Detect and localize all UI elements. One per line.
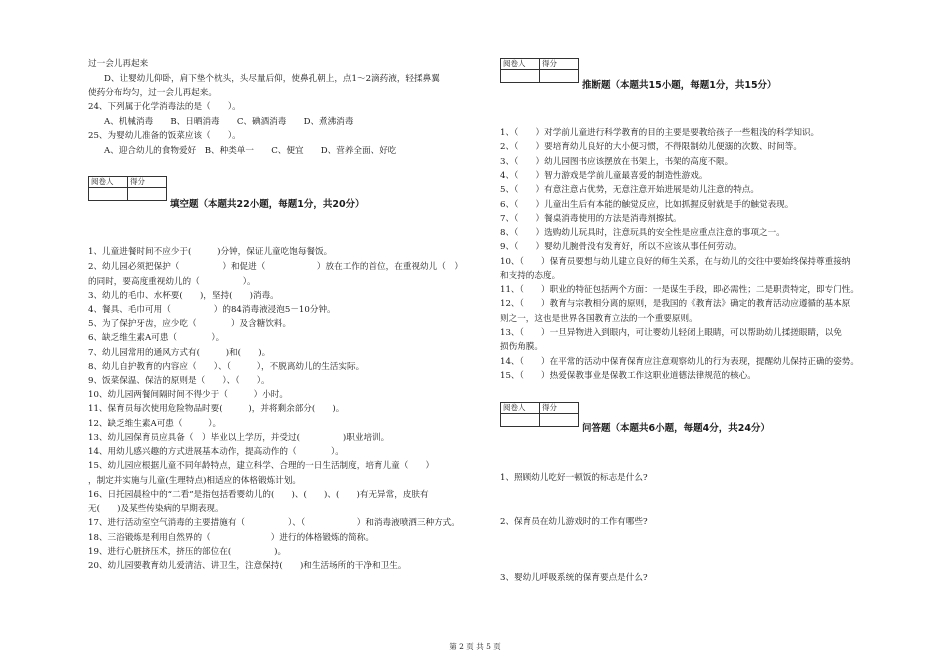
judge-line: 9、（ ）婴幼儿腕骨没有发育好，所以不应该从事任何劳动。: [500, 242, 742, 252]
fill-line: 12、缺乏维生素A可患（ ）。: [88, 419, 222, 429]
reviewer-cell[interactable]: [501, 414, 540, 427]
score-label: 得分: [128, 177, 167, 188]
qa-score-box: [500, 402, 579, 427]
judge-line: 14、（ ）在平常的活动中保育保育应注意观察幼儿的行为表现，提醒幼儿保持正确的姿势。: [500, 357, 859, 367]
judge-line: 则之一，这也是世界各国教育立法的一个重要原则。: [500, 314, 698, 324]
fill-line: 17、进行活动室空气消毒的主要措施有（ ）、（ ）和消毒液喷洒三种方式。: [88, 518, 460, 528]
score-cell[interactable]: [540, 70, 579, 83]
reviewer-label: 阅卷人: [501, 59, 540, 70]
judge-line: 12、（ ）教育与宗教相分离的原则，是我国的《教育法》确定的教育活动应遵循的基本原: [500, 299, 851, 309]
question-24-options: A、机械消毒 B、日晒消毒 C、碘酒消毒 D、煮沸消毒: [104, 117, 354, 127]
fill-line: 15、幼儿园应根据儿童不同年龄特点，建立科学、合理的一日生活制度，培育儿童（ ）: [88, 461, 435, 471]
fill-line: 13、幼儿园保育员应具备（ ）毕业以上学历，并受过( )职业培训。: [88, 433, 390, 443]
fill-line: 20、幼儿园要教育幼儿爱清洁、讲卫生，注意保持( )和生活场所的干净和卫生。: [88, 561, 407, 571]
fill-line: 7、幼儿园常用的通风方式有( )和( )。: [88, 348, 271, 358]
judge-line: 10、（ ）保育员要想与幼儿建立良好的师生关系，在与幼儿的交往中要始终保持尊重接纳: [500, 257, 851, 267]
fill-line: 9、饭菜保温、保洁的原则是（ ）、（ ）。: [88, 376, 270, 386]
question-25-options: A、迎合幼儿的食物爱好 B、种类单一 C、便宜 D、营养全面、好吃: [104, 146, 397, 156]
score-cell[interactable]: [128, 188, 167, 201]
score-label: 得分: [540, 59, 579, 70]
fill-line: 无( )及某些传染病的早期表现。: [88, 504, 224, 514]
score-label: 得分: [540, 403, 579, 414]
judge-score-box: [500, 58, 579, 83]
qa-question: 2、保育员在幼儿游戏时的工作有哪些?: [500, 517, 648, 527]
question-text: 使药分布均匀，过一会儿再起来。: [88, 88, 217, 98]
score-cell[interactable]: [540, 414, 579, 427]
qa-question: 3、婴幼儿呼吸系统的保育要点是什么?: [500, 573, 648, 583]
fill-line: 10、幼儿园两餐间隔时间不得少于（ ）小时。: [88, 390, 288, 400]
judge-line: 2、（ ）要培育幼儿良好的大小便习惯，不得限制幼儿便溺的次数、时间等。: [500, 142, 802, 152]
judge-line: 损伤角膜。: [500, 342, 543, 352]
fill-line: 3、幼儿的毛巾、水杯要( )，坚持( )消毒。: [88, 291, 279, 301]
fill-line: 11、保育员每次使用危险物品时要( )，并将剩余部分( )。: [88, 404, 345, 414]
page-footer: 第 2 页 共 5 页: [449, 642, 501, 651]
judge-section-title: 推断题（本题共15小题，每题1分，共15分）: [582, 80, 777, 91]
reviewer-label: 阅卷人: [89, 177, 128, 188]
fill-line: ，制定并实施与儿童(生理特点)相适应的体格锻炼计划。: [88, 476, 301, 486]
judge-line: 13、（ ）一旦异物进入到眼内，可让婴幼儿轻闭上眼睛，可以帮助幼儿揉搓眼睛，以免: [500, 328, 842, 338]
question-text: D、让婴幼儿仰卧，肩下垫个枕头，头尽量后仰，使鼻孔朝上，点1～2滴药液，轻揉鼻翼: [104, 74, 440, 84]
fill-line: 1、儿童进餐时间不应少于( )分钟，保证儿童吃饱每餐饭。: [88, 247, 333, 257]
judge-line: 8、（ ）选购幼儿玩具时，注意玩具的安全性是应重点注意的事项之一。: [500, 228, 785, 238]
fill-score-box: [88, 176, 167, 201]
judge-line: 6、（ ）儿童出生后有本能的触觉反应，比如抓握反射就是手的触觉表现。: [500, 200, 794, 210]
reviewer-cell[interactable]: [501, 70, 540, 83]
reviewer-cell[interactable]: [89, 188, 128, 201]
fill-line: 2、幼儿园必须把保护（ ）和促进（ ）放在工作的首位，在重视幼儿（ ）: [88, 262, 464, 272]
fill-line: 8、幼儿自护教育的内容应（ ）、（ ），不脱离幼儿的生活实际。: [88, 362, 365, 372]
fill-line: 的同时，要高度重视幼儿的（ ）。: [88, 277, 256, 287]
judge-line: 11、（ ）职业的特征包括两个方面：一是谋生手段，即必需性；二是职责特定，即专门性。: [500, 285, 859, 295]
fill-line: 5、为了保护牙齿，应少吃（ ）及含糖饮料。: [88, 319, 292, 329]
fill-line: 16、日托园晨检中的“二看”是指包括看婴幼儿的( )、( )、( )有无异常，皮肤有: [88, 490, 429, 500]
judge-line: 5、（ ）有意注意占优势，无意注意开始进展是幼儿注意的特点。: [500, 185, 759, 195]
reviewer-label: 阅卷人: [501, 403, 540, 414]
qa-question: 1、照顾幼儿吃好一顿饭的标志是什么?: [500, 473, 648, 483]
question-25: 25、为婴幼儿准备的饭菜应该（ ）。: [88, 131, 241, 141]
fill-section-title: 填空题（本题共22小题，每题1分，共20分）: [170, 199, 365, 210]
judge-line: 3、（ ）幼儿园图书应该摆放在书架上，书架的高度不限。: [500, 157, 734, 167]
judge-line: 4、（ ）智力游戏是学前儿童最喜爱的制造性游戏。: [500, 171, 708, 181]
fill-line: 19、进行心脏挤压术，挤压的部位在( )。: [88, 547, 287, 557]
fill-line: 14、用幼儿感兴趣的方式进展基本动作，提高动作的（ ）。: [88, 447, 344, 457]
judge-line: 1、（ ）对学前儿童进行科学教育的目的主要是要教给孩子一些粗浅的科学知识。: [500, 128, 820, 138]
judge-line: 15、（ ）热爱保教事业是保教工作这职业道德法律规范的核心。: [500, 371, 756, 381]
qa-section-title: 问答题（本题共6小题，每题4分，共24分）: [582, 423, 770, 434]
fill-line: 18、三浴锻炼是利用自然界的（ ）进行的体格锻炼的简称。: [88, 533, 374, 543]
fill-line: 4、餐具、毛巾可用（ ）的84消毒液浸泡5－10分钟。: [88, 305, 336, 315]
question-text: 过一会儿再起来: [88, 59, 149, 69]
judge-line: 7、（ ）餐桌消毒使用的方法是消毒剂擦拭。: [500, 214, 682, 224]
question-24: 24、下列属于化学消毒法的是（ ）。: [88, 102, 241, 112]
judge-line: 和支持的态度。: [500, 271, 561, 281]
fill-line: 6、缺乏维生素A可患（ ）。: [88, 333, 225, 343]
